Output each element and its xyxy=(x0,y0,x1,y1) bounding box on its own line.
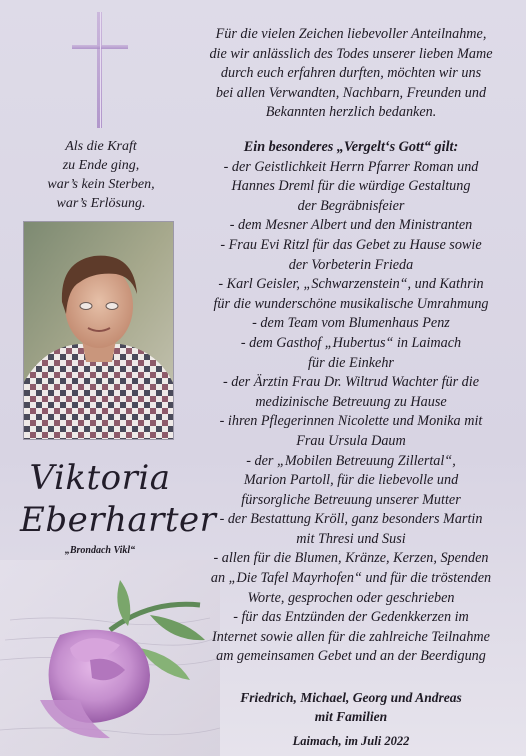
thanks-line: - dem Team vom Blumenhaus Penz xyxy=(252,315,450,332)
poem-line: war’s kein Sterben, xyxy=(47,177,155,192)
deceased-nickname: „Brondach Vikl“ xyxy=(64,545,136,556)
portrait-photo xyxy=(23,221,174,440)
intro-line: Bekannten herzlich bedanken. xyxy=(265,104,437,121)
signature xyxy=(188,688,514,726)
thanks-line: Worte, gesprochen oder geschrieben xyxy=(247,589,455,606)
thanks-line: - für das Entzünden der Gedenkkerzen im xyxy=(233,609,469,626)
thanks-line: für die Einkehr xyxy=(308,354,394,371)
place-date: Laimach, im Juli 2022 xyxy=(292,734,410,748)
thanks-line: - der Ärztin Frau Dr. Wiltrud Wachter für die xyxy=(222,374,480,391)
thanks-line: medizinische Betreuung zu Hause xyxy=(255,393,447,410)
deceased-last-name: Eberharter xyxy=(20,500,217,540)
thanks-line: - Frau Evi Ritzl für das Gebet zu Hause sowie xyxy=(220,236,482,253)
thanks-heading: Ein besonderes „Vergelt‘s Gott“ gilt: xyxy=(243,139,459,155)
intro-text xyxy=(188,25,514,123)
thanks-line: - Karl Geisler, „Schwarzenstein“, und Kathrin xyxy=(218,276,484,293)
thanks-line: - ihren Pflegerinnen Nicolette und Monika mit xyxy=(219,413,483,430)
poem-line: Als die Kraft xyxy=(65,139,137,154)
cross-icon xyxy=(70,10,130,130)
poem-line: zu Ende ging, xyxy=(62,158,140,173)
thanks-line: am gemeinsamen Gebet und an der Beerdigung xyxy=(216,648,486,665)
thanks-line: der Begräbnisfeier xyxy=(297,197,405,214)
thanks-line: Frau Ursula Daum xyxy=(296,432,406,449)
thanks-line: fürsorgliche Betreuung unserer Mutter xyxy=(241,491,461,508)
thanks-line: - dem Mesner Albert und den Ministranten xyxy=(229,217,473,234)
thanks-line: Marion Partoll, für die liebevolle und xyxy=(243,472,459,489)
intro-line: bei allen Verwandten, Nachbarn, Freunden und xyxy=(215,84,487,101)
signature-line: mit Familien xyxy=(314,709,388,724)
thanks-line: an „Die Tafel Mayrhofen“ und für die tröstenden xyxy=(210,570,492,587)
poem xyxy=(22,137,180,213)
signature-line: Friedrich, Michael, Georg und Andreas xyxy=(240,690,462,705)
intro-line: Für die vielen Zeichen liebevoller Anteilnahme, xyxy=(215,26,487,42)
thanks-line: - der Bestattung Kröll, ganz besonders Martin xyxy=(219,511,483,528)
intro-line: durch euch erfahren durften, möchten wir uns xyxy=(220,65,482,82)
thanks-line: Hannes Dreml für die würdige Gestaltung xyxy=(231,178,471,195)
thanks-line: - dem Gasthof „Hubertus“ in Laimach xyxy=(240,334,462,351)
thanks-line: - der Geistlichkeit Herrn Pfarrer Roman und xyxy=(223,158,479,175)
thanks-line: - der „Mobilen Betreuung Zillertal“, xyxy=(246,452,456,469)
poem-line: war’s Erlösung. xyxy=(56,196,146,211)
thanks-line: Internet sowie allen für die zahlreiche Teilnahme xyxy=(212,628,490,645)
thanks-line: der Vorbeterin Frieda xyxy=(288,256,414,273)
thanks-list xyxy=(188,138,514,667)
rose-image xyxy=(0,560,220,756)
thanks-line: mit Thresi und Susi xyxy=(296,530,406,547)
thanks-line: für die wunderschöne musikalische Umrahmung xyxy=(213,295,489,312)
intro-line: die wir anlässlich des Todes unserer lieben Mame xyxy=(209,45,493,62)
thanks-line: - allen für die Blumen, Kränze, Kerzen, Spenden xyxy=(213,550,489,567)
deceased-first-name: Viktoria xyxy=(29,458,171,498)
